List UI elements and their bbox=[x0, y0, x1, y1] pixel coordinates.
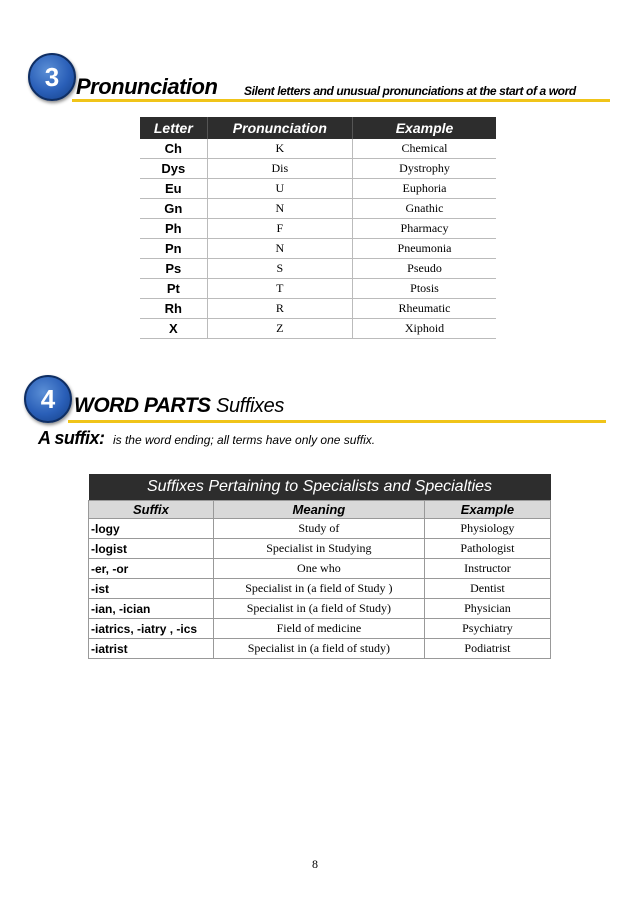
table-row bbox=[89, 579, 551, 599]
section-3-badge bbox=[28, 53, 76, 101]
section-title: WORD PARTS bbox=[74, 394, 211, 417]
table-row bbox=[140, 239, 496, 259]
pronunciation-cell: Z bbox=[207, 319, 352, 339]
letter-cell: Ps bbox=[140, 259, 207, 279]
meaning-cell: Study of bbox=[213, 519, 424, 539]
example-cell: Podiatrist bbox=[424, 639, 550, 659]
meaning-cell: Field of medicine bbox=[213, 619, 424, 639]
definition-text: is the word ending; all terms have only one suffix. bbox=[112, 433, 376, 447]
table-row bbox=[140, 179, 496, 199]
meaning-cell: Specialist in (a field of Study) bbox=[213, 599, 424, 619]
header-meaning: Meaning bbox=[213, 501, 424, 519]
table-row bbox=[89, 539, 551, 559]
table-row bbox=[89, 599, 551, 619]
example-cell: Pharmacy bbox=[353, 219, 496, 239]
table-row bbox=[89, 639, 551, 659]
pronunciation-cell: N bbox=[207, 199, 352, 219]
example-cell: Physician bbox=[424, 599, 550, 619]
example-cell: Instructor bbox=[424, 559, 550, 579]
example-cell: Euphoria bbox=[353, 179, 496, 199]
table-row bbox=[140, 199, 496, 219]
table-row bbox=[140, 219, 496, 239]
meaning-cell: Specialist in Studying bbox=[213, 539, 424, 559]
letter-cell: Eu bbox=[140, 179, 207, 199]
suffix-table bbox=[88, 474, 551, 659]
letter-cell: Gn bbox=[140, 199, 207, 219]
table-row bbox=[89, 559, 551, 579]
table-row bbox=[140, 259, 496, 279]
table-row bbox=[89, 619, 551, 639]
example-cell: Ptosis bbox=[353, 279, 496, 299]
example-cell: Dentist bbox=[424, 579, 550, 599]
letter-cell: Ch bbox=[140, 139, 207, 159]
example-cell: Xiphoid bbox=[353, 319, 496, 339]
header-suffix: Suffix bbox=[89, 501, 214, 519]
letter-cell: Pn bbox=[140, 239, 207, 259]
meaning-cell: One who bbox=[213, 559, 424, 579]
header-letter: Letter bbox=[140, 117, 207, 139]
table-row bbox=[140, 279, 496, 299]
section-number: 4 bbox=[40, 383, 56, 414]
suffix-cell: -iatrist bbox=[89, 639, 214, 659]
example-cell: Physiology bbox=[424, 519, 550, 539]
example-cell: Chemical bbox=[353, 139, 496, 159]
page-number: 8 bbox=[312, 857, 318, 871]
header-example: Example bbox=[424, 501, 550, 519]
suffix-cell: -logy bbox=[89, 519, 214, 539]
table-row bbox=[140, 159, 496, 179]
pronunciation-cell: T bbox=[207, 279, 352, 299]
table-row bbox=[89, 519, 551, 539]
table-caption: Suffixes Pertaining to Specialists and Specialties bbox=[89, 474, 551, 501]
suffix-cell: -logist bbox=[89, 539, 214, 559]
header-example: Example bbox=[353, 117, 496, 139]
pronunciation-cell: R bbox=[207, 299, 352, 319]
section-divider bbox=[68, 420, 606, 423]
suffix-cell: -iatrics, -iatry , -ics bbox=[89, 619, 214, 639]
pronunciation-cell: U bbox=[207, 179, 352, 199]
meaning-cell: Specialist in (a field of Study ) bbox=[213, 579, 424, 599]
pronunciation-cell: F bbox=[207, 219, 352, 239]
example-cell: Dystrophy bbox=[353, 159, 496, 179]
pronunciation-cell: S bbox=[207, 259, 352, 279]
example-cell: Pneumonia bbox=[353, 239, 496, 259]
header-pronunciation: Pronunciation bbox=[207, 117, 352, 139]
example-cell: Gnathic bbox=[353, 199, 496, 219]
example-cell: Psychiatry bbox=[424, 619, 550, 639]
table-row bbox=[140, 299, 496, 319]
pronunciation-table bbox=[140, 117, 496, 339]
letter-cell: Pt bbox=[140, 279, 207, 299]
pronunciation-cell: K bbox=[207, 139, 352, 159]
suffix-cell: -er, -or bbox=[89, 559, 214, 579]
section-subtitle: Suffixes bbox=[216, 395, 284, 417]
section-number: 3 bbox=[44, 61, 60, 92]
suffix-definition bbox=[38, 428, 375, 449]
suffix-cell: -ist bbox=[89, 579, 214, 599]
section-4-badge bbox=[24, 375, 72, 423]
table-row bbox=[140, 139, 496, 159]
letter-cell: Ph bbox=[140, 219, 207, 239]
suffix-cell: -ian, -ician bbox=[89, 599, 214, 619]
letter-cell: Rh bbox=[140, 299, 207, 319]
example-cell: Pseudo bbox=[353, 259, 496, 279]
section-divider bbox=[72, 99, 610, 102]
example-cell: Pathologist bbox=[424, 539, 550, 559]
example-cell: Rheumatic bbox=[353, 299, 496, 319]
meaning-cell: Specialist in (a field of study) bbox=[213, 639, 424, 659]
section-subtitle: Silent letters and unusual pronunciations at the start of a word bbox=[244, 84, 576, 98]
definition-term: A suffix: bbox=[38, 428, 105, 448]
table-row bbox=[140, 319, 496, 339]
pronunciation-cell: N bbox=[207, 239, 352, 259]
section-title: Pronunciation bbox=[76, 74, 218, 99]
letter-cell: X bbox=[140, 319, 207, 339]
letter-cell: Dys bbox=[140, 159, 207, 179]
pronunciation-cell: Dis bbox=[207, 159, 352, 179]
